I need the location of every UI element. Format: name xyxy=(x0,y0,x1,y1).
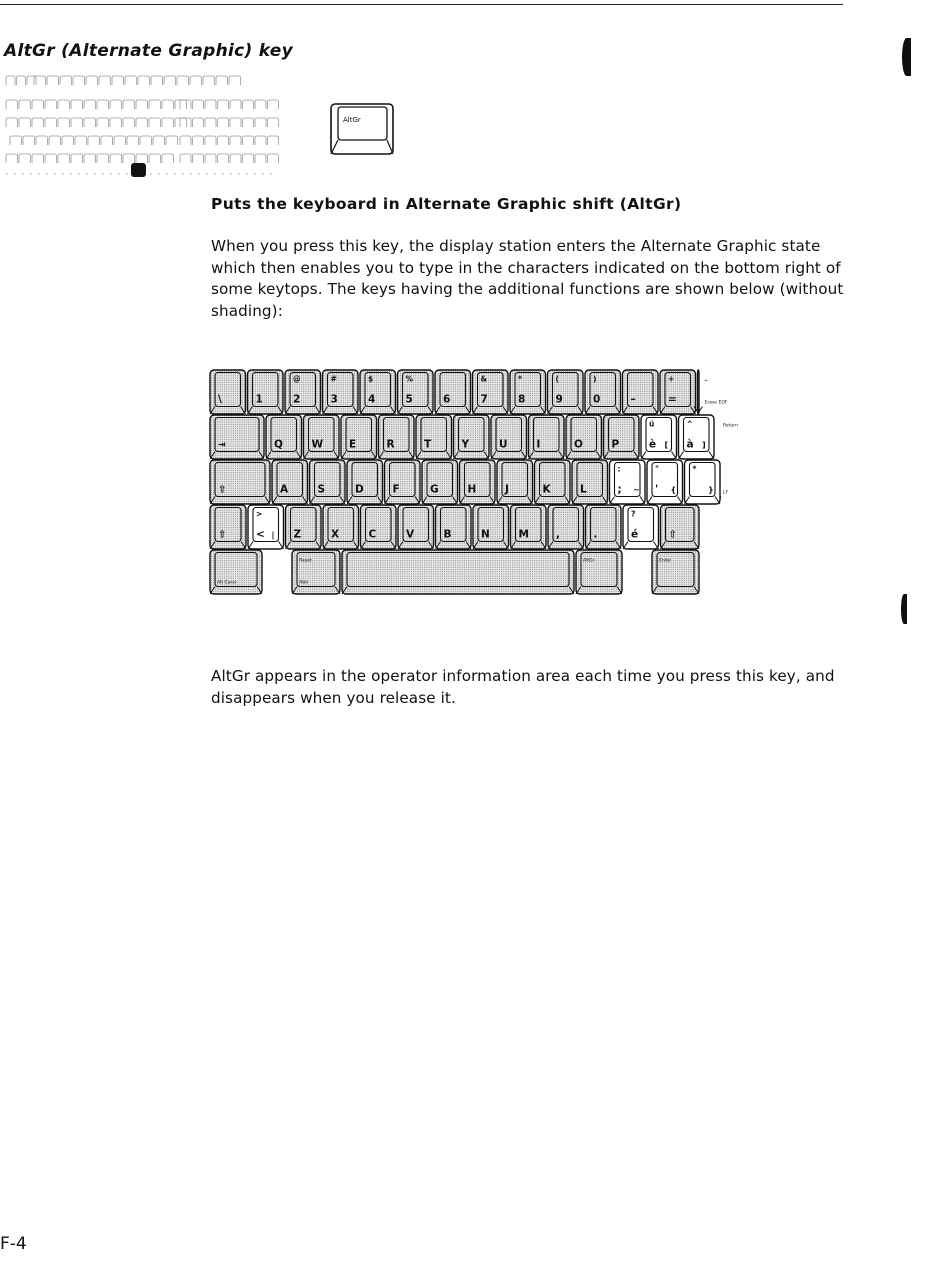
keycap-legend: B xyxy=(443,528,452,541)
key-backspace xyxy=(694,370,728,414)
key-caps xyxy=(210,460,270,504)
key-O xyxy=(566,415,602,459)
keycap-legend: E xyxy=(349,438,357,451)
altgr-key-label: AltGr xyxy=(343,116,361,124)
keycap-legend: 3 xyxy=(330,393,338,406)
key-, xyxy=(548,505,584,549)
key-F xyxy=(385,460,421,504)
key-A xyxy=(272,460,308,504)
key-7 xyxy=(473,370,509,414)
key-D xyxy=(347,460,383,504)
keycap-shift-legend: > xyxy=(256,509,263,519)
keycap-altgr-legend: { xyxy=(670,485,677,495)
keycap-shift-legend: ^ xyxy=(686,419,693,429)
key-enter xyxy=(652,550,699,594)
key-. xyxy=(586,505,622,549)
key-G xyxy=(422,460,458,504)
status-paragraph: AltGr appears in the operator information area each time you press this key, and disappears when you release it. xyxy=(211,667,835,707)
keycap-legend: Alt Cursr xyxy=(217,580,237,586)
key-\ xyxy=(210,370,246,414)
keycap-legend: é xyxy=(631,528,639,541)
key-alt-cursor xyxy=(210,550,262,594)
keycap-legend: G xyxy=(430,483,439,496)
key-S xyxy=(310,460,346,504)
mini-altgr-highlight xyxy=(131,163,146,177)
key-é xyxy=(623,505,659,549)
keycap-altgr-legend: ] xyxy=(702,440,706,450)
keycap-shift-legend: $ xyxy=(368,374,374,384)
keycap-legend: < xyxy=(256,528,265,541)
key-6 xyxy=(435,370,471,414)
key-right-shift xyxy=(661,505,700,549)
key-9 xyxy=(548,370,584,414)
key-Y xyxy=(454,415,490,459)
keycap-legend: S xyxy=(317,483,326,496)
key-2 xyxy=(285,370,321,414)
key-space xyxy=(342,550,574,594)
keycap-shift-legend: : xyxy=(617,464,621,474)
keycap-shift-legend: # xyxy=(330,374,337,384)
mini-keyboard-rows xyxy=(6,76,279,174)
key-Q xyxy=(266,415,302,459)
keycap-altgr-legend: | xyxy=(271,530,275,540)
key-J xyxy=(497,460,533,504)
keycap-shift-legend: ? xyxy=(631,509,636,519)
keycap-legend: 5 xyxy=(405,393,413,406)
keycap-legend: T xyxy=(424,438,432,451)
keycap-legend: 1 xyxy=(255,393,263,406)
key-R xyxy=(379,415,415,459)
change-bar xyxy=(902,38,911,76)
key-3 xyxy=(323,370,359,414)
keycap-legend: W xyxy=(311,438,324,451)
keycap-shift-legend: " xyxy=(655,464,659,474)
keycap-shift-legend: % xyxy=(405,374,414,384)
keycap-legend: Q xyxy=(274,438,283,451)
top-rule xyxy=(0,4,843,5)
key-U xyxy=(491,415,527,459)
keycap-shift-legend: ( xyxy=(555,374,559,384)
keycap-altgr-legend: ~ xyxy=(633,485,640,495)
keycap-legend: V xyxy=(406,528,415,541)
keycap-legend: L xyxy=(580,483,587,496)
key-– xyxy=(623,370,659,414)
key-reset xyxy=(292,550,340,594)
keycap-legend: ' xyxy=(655,483,659,496)
key-T xyxy=(416,415,452,459)
keycap-altgr-legend: } xyxy=(708,485,714,495)
key-V xyxy=(398,505,434,549)
key-< xyxy=(248,505,284,549)
keycap-legend: O xyxy=(574,438,583,451)
subheading: Puts the keyboard in Alternate Graphic shift (AltGr) xyxy=(211,195,682,213)
key-W xyxy=(304,415,340,459)
keycap-legend: A xyxy=(280,483,289,496)
keycap-legend: \ xyxy=(218,393,222,406)
keycap-legend: Erase EOF xyxy=(704,400,728,406)
keycap-legend: Return xyxy=(723,423,738,429)
keycap-legend: C xyxy=(368,528,377,541)
key-à xyxy=(679,415,715,459)
keycap-legend: 6 xyxy=(443,393,451,406)
keycap-shift-legend: + xyxy=(668,374,675,384)
keycap-shift-legend: & xyxy=(480,374,488,384)
keycap-legend: LF xyxy=(723,490,729,496)
keycap-legend: = xyxy=(668,393,677,406)
keycap-legend: . xyxy=(593,528,598,541)
keycap-legend: ⇧ xyxy=(218,529,227,541)
key-M xyxy=(511,505,547,549)
keycap-legend: N xyxy=(481,528,490,541)
keycap-shift-legend: ü xyxy=(649,419,655,429)
keycap-legend: 8 xyxy=(518,393,526,406)
key-è xyxy=(641,415,677,459)
keycap-legend: P xyxy=(611,438,620,451)
key-tab xyxy=(210,415,264,459)
keycap-legend: 7 xyxy=(480,393,488,406)
keycap-legend: ⇧ xyxy=(218,484,227,496)
keycap-shift-legend: @ xyxy=(293,374,301,384)
keycap-legend: ; xyxy=(617,483,622,496)
keycap-legend: – xyxy=(630,393,636,406)
key-= xyxy=(660,370,696,414)
keycap-legend: U xyxy=(499,438,508,451)
key-8 xyxy=(510,370,546,414)
keycap-shift-legend: * xyxy=(518,374,522,384)
keycap-legend: Reset xyxy=(299,558,312,564)
key-; xyxy=(610,460,646,504)
keycap-legend: Z xyxy=(293,528,302,541)
keycap-legend: è xyxy=(649,438,657,451)
keycap-legend: , xyxy=(556,528,560,541)
keycap-altgr-legend: [ xyxy=(664,440,669,450)
key-E xyxy=(341,415,377,459)
keycap-legend: ← xyxy=(704,378,709,384)
keycap-shift-legend: ) xyxy=(593,374,597,384)
keycap-legend: X xyxy=(331,528,340,541)
keycap-legend: F xyxy=(392,483,400,496)
keycap-legend: J xyxy=(505,483,509,496)
key-I xyxy=(529,415,565,459)
keycap-legend: K xyxy=(542,483,551,496)
key-altgr xyxy=(576,550,622,594)
keycap-legend: 4 xyxy=(368,393,376,406)
keyboard-diagram xyxy=(208,366,738,598)
key-X xyxy=(323,505,359,549)
keycap-legend: 9 xyxy=(555,393,563,406)
key-5 xyxy=(398,370,434,414)
change-bar xyxy=(901,594,907,624)
keycap-legend: AltGr xyxy=(583,558,595,564)
key-K xyxy=(535,460,571,504)
key-B xyxy=(436,505,472,549)
key-N xyxy=(473,505,509,549)
mini-keyboard-diagram xyxy=(4,74,274,180)
key-4 xyxy=(360,370,396,414)
key-H xyxy=(460,460,496,504)
keycap-legend: ⇥ xyxy=(218,440,226,451)
keycap-legend: D xyxy=(355,483,364,496)
keycap-legend: ⇧ xyxy=(668,529,677,541)
key-' xyxy=(647,460,683,504)
key-L xyxy=(572,460,608,504)
section-heading: AltGr (Alternate Graphic) key xyxy=(4,41,293,61)
key-C xyxy=(361,505,397,549)
description-paragraph: When you press this key, the display station enters the Alternate Graphic state which then enables you to type in the characters indicated on the bottom right of some keytops. The keys having the additional functions are shown below (without shading): xyxy=(211,237,844,320)
keycap-legend: H xyxy=(467,483,477,496)
keycap-legend: Enter xyxy=(659,558,672,564)
keycap-legend: I xyxy=(536,438,541,451)
key-extra xyxy=(685,460,721,504)
page-number: F-4 xyxy=(0,1234,27,1254)
key-left-shift xyxy=(210,505,246,549)
keycap-legend: à xyxy=(686,438,694,451)
keycap-legend: Y xyxy=(461,438,470,451)
keycap-legend: R xyxy=(386,438,395,451)
key-1 xyxy=(248,370,284,414)
keycap-shift-legend: * xyxy=(692,464,697,474)
key-P xyxy=(604,415,640,459)
keycap-legend: M xyxy=(518,528,529,541)
key-Z xyxy=(286,505,322,549)
keycap-legend: Attn xyxy=(299,580,309,586)
altgr-key-illustration xyxy=(329,102,397,158)
key-0 xyxy=(585,370,621,414)
keycap-legend: 0 xyxy=(593,393,601,406)
keycap-legend: 2 xyxy=(293,393,301,406)
